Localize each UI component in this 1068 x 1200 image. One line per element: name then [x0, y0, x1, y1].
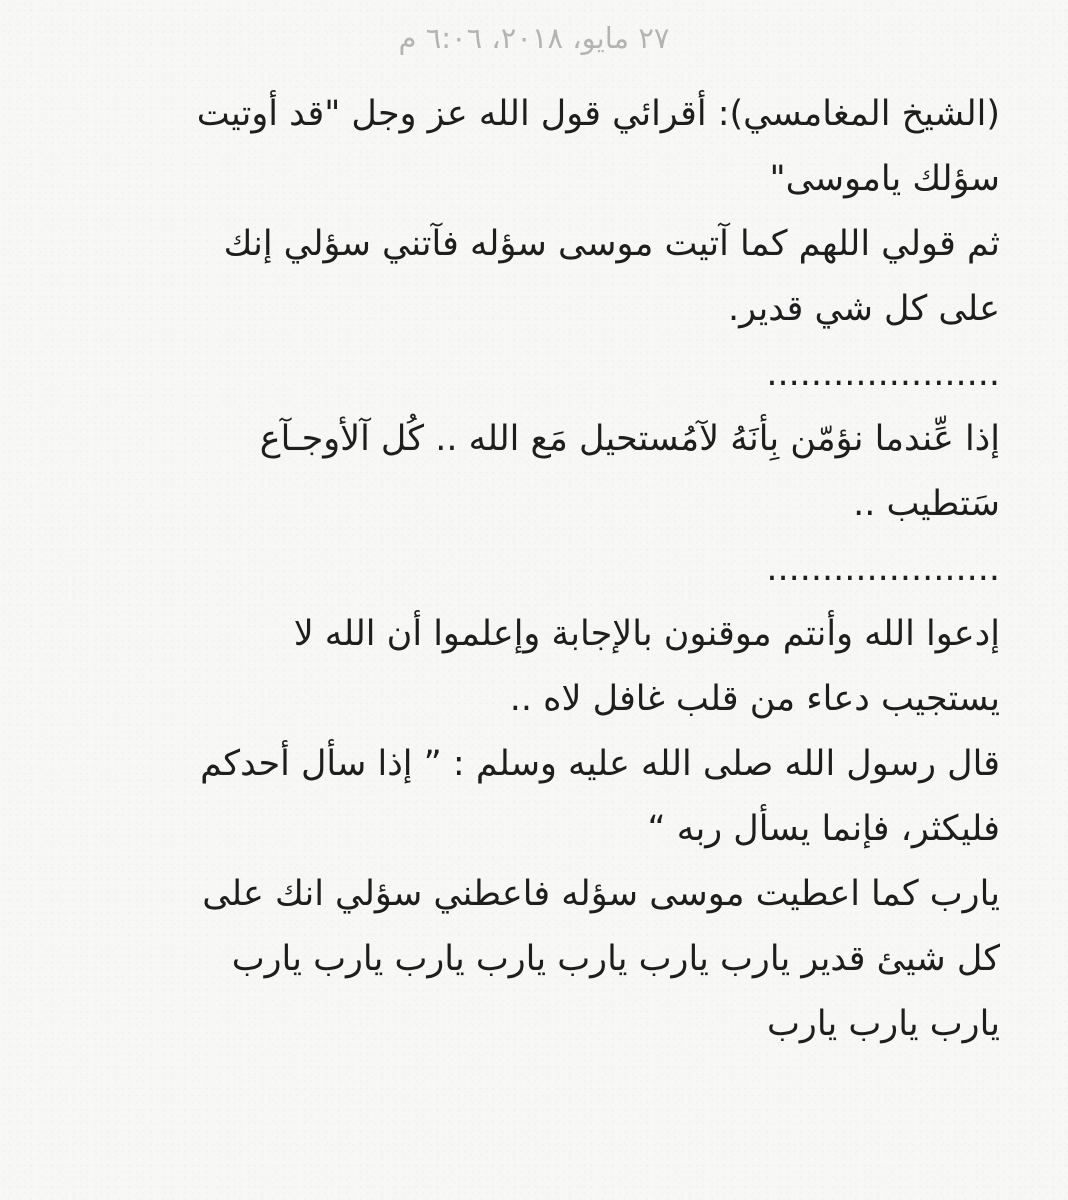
note-line: إدعوا الله وأنتم موقنون بالإجابة وإعلموا أن الله لا: [293, 614, 1000, 654]
note-line: سؤلك ياموسى": [769, 159, 1000, 199]
note-line: ثم قولي اللهم كما آتيت موسى سؤله فآتني سؤلي إنك: [223, 224, 1000, 264]
note-line: (الشيخ المغامسي): أقرائي قول الله عز وجل "قد أوتيت: [196, 94, 1000, 134]
note-line: يارب كما اعطيت موسى سؤله فاعطني سؤلي انك على: [202, 874, 1000, 914]
note-line: فليكثر، فإنما يسأل ربه “: [647, 809, 1000, 849]
note-date: ٢٧ مايو، ٢٠١٨، ٦:٠٦ م: [398, 21, 670, 55]
divider-dots: .....................: [766, 354, 1000, 394]
note-body[interactable]: [60, 82, 1000, 1057]
note-line: إذا عِّندما نؤمّن بِأنَهُ لآمُستحيل مَع الله .. كُل آلأوجـآع: [259, 419, 1000, 459]
note-line: يارب يارب يارب: [766, 1004, 1000, 1044]
note-line: على كل شي قدير.: [728, 289, 1000, 329]
note-line: قال رسول الله صلى الله عليه وسلم : ” إذا سأل أحدكم: [200, 744, 1000, 784]
note-line: يستجيب دعاء من قلب غافل لاه ..: [509, 679, 1000, 719]
note-line: كل شيئ قدير يارب يارب يارب يارب يارب يارب يارب: [231, 939, 1000, 979]
divider-dots: .....................: [766, 549, 1000, 589]
note-line: سَتطيب ..: [853, 484, 1000, 524]
